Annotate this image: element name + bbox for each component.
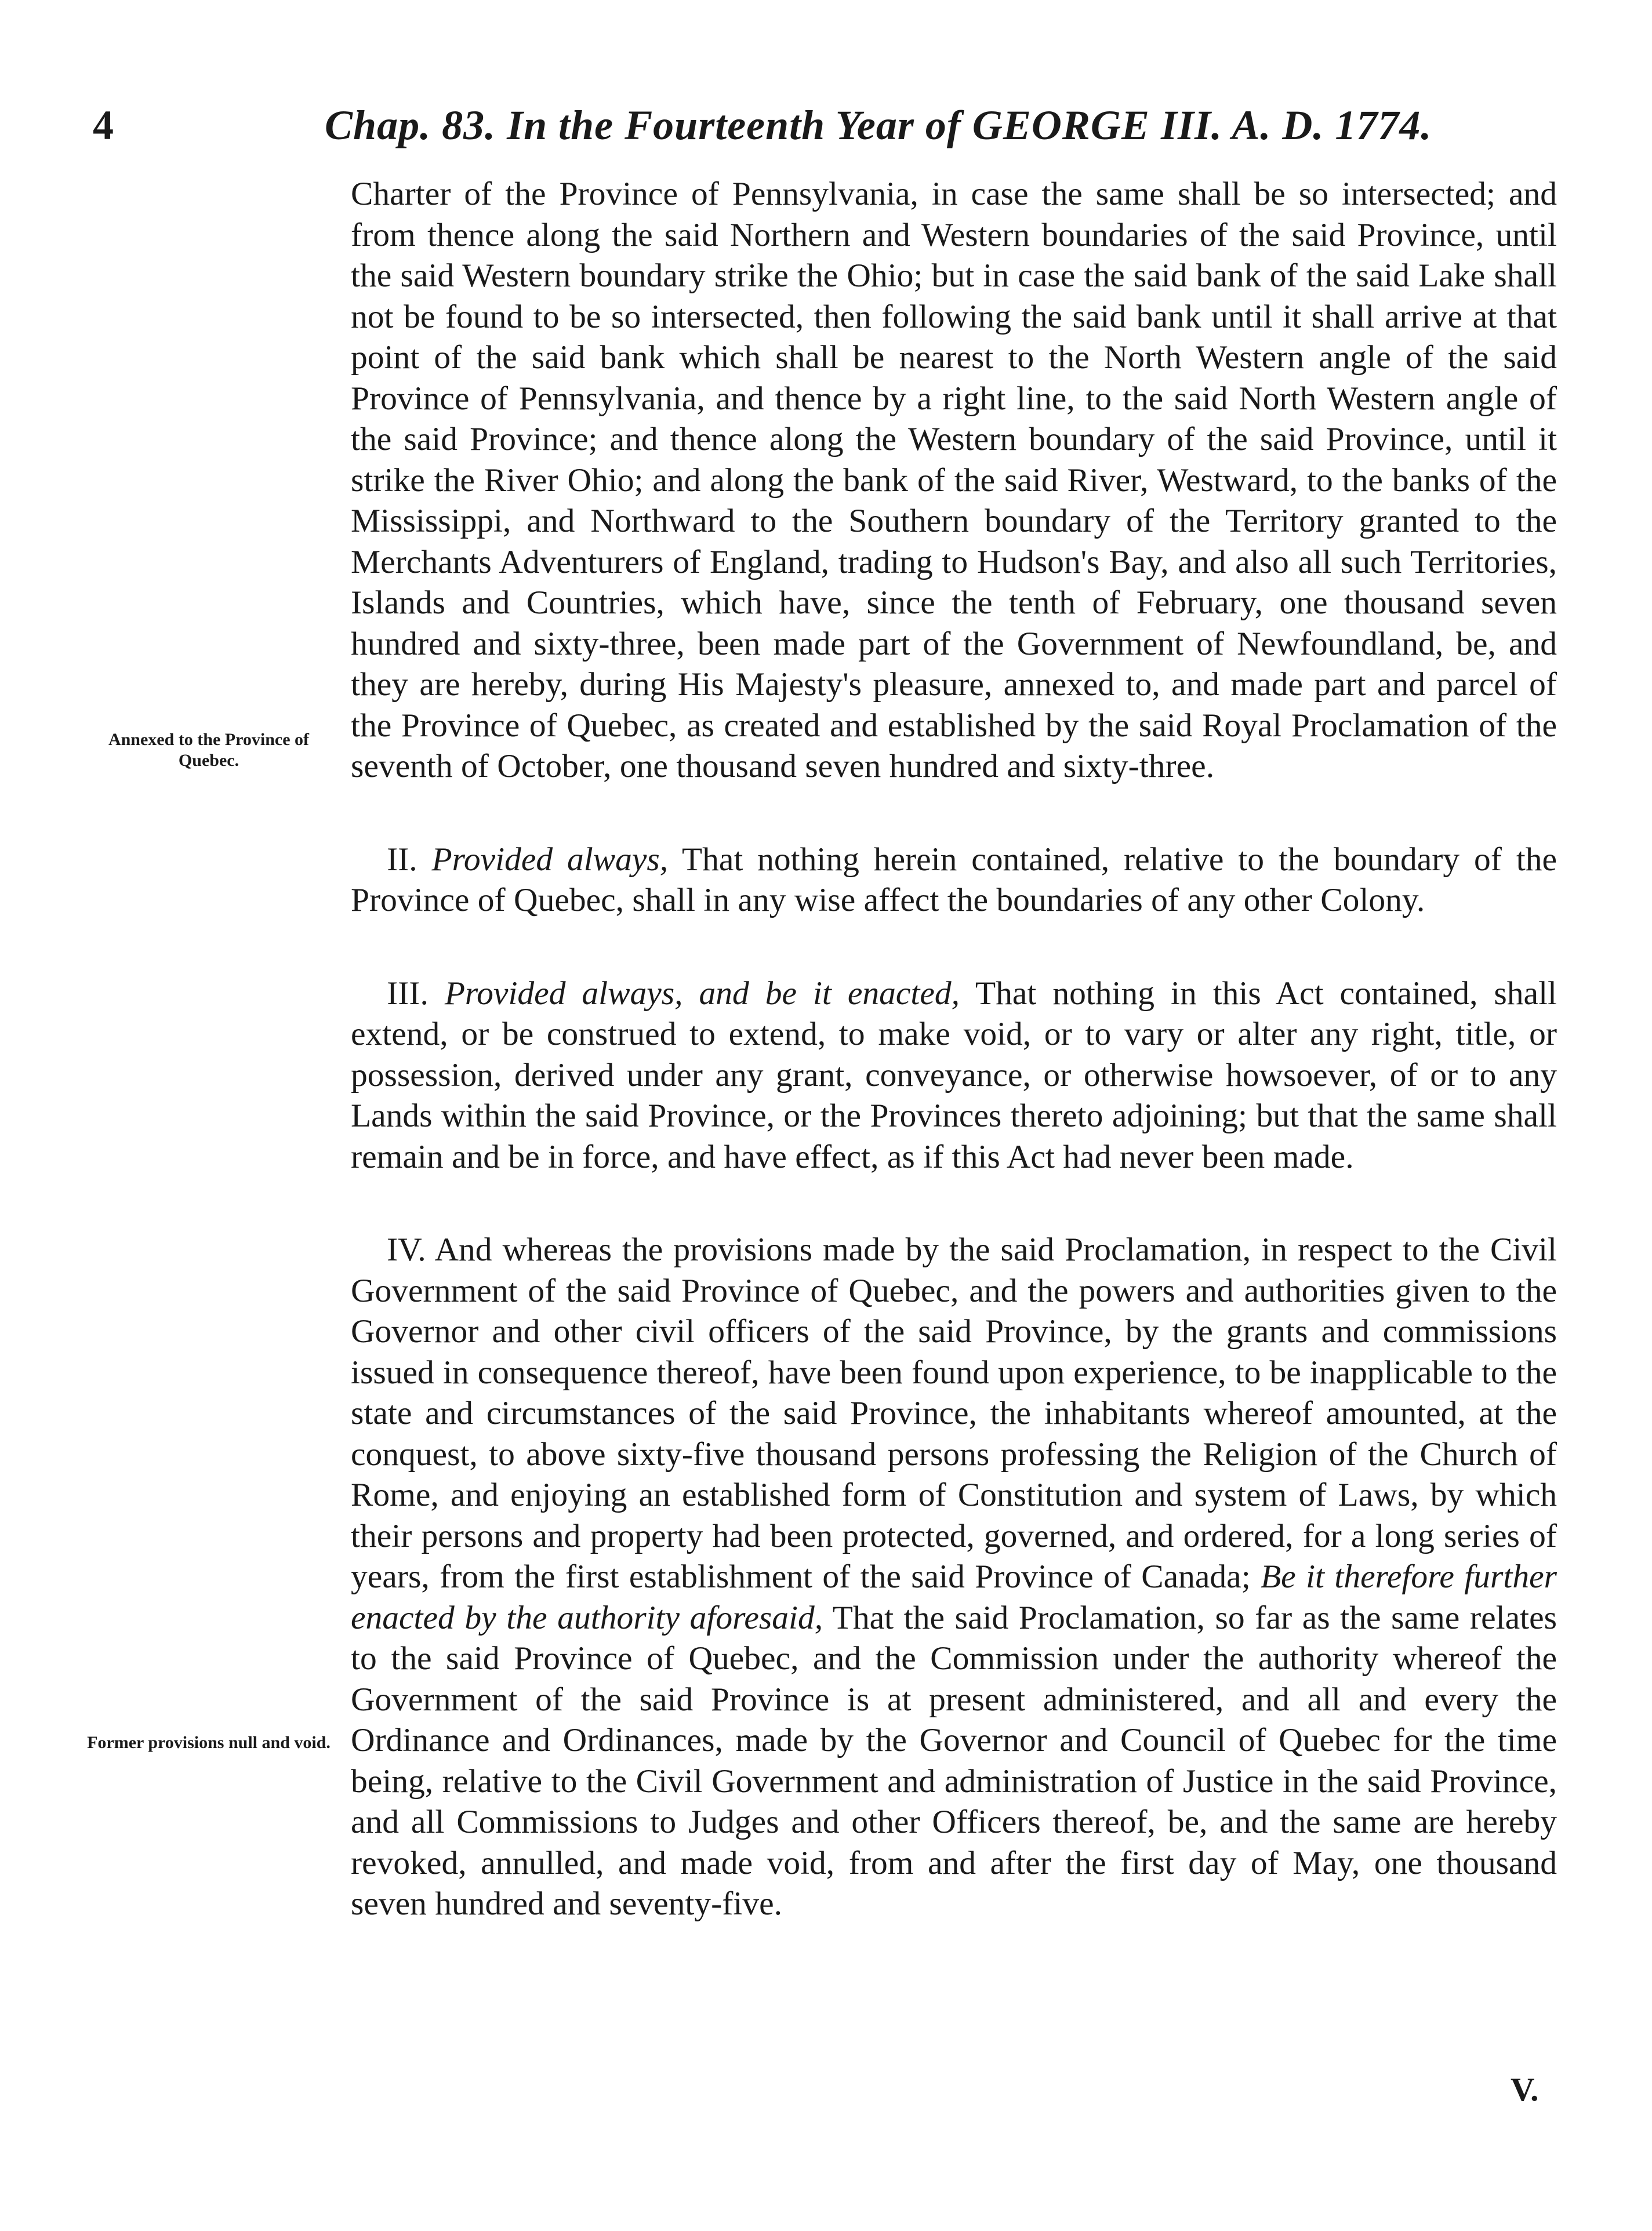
- paragraph-text: That nothing herein contained, relative to the boundary of the Province of Quebec, shall in any wise affect the boundaries of any other Colony.: [351, 841, 1557, 918]
- margin-note-annexed: Annexed to the Province of Quebec.: [108, 730, 310, 770]
- catchword: V.: [1511, 2072, 1539, 2108]
- running-head: Chap. 83. In the Fourteenth Year of GEORGE III. A. D. 1774.: [325, 102, 1432, 148]
- paragraph-section-2: [351, 840, 1557, 921]
- paragraph-section-4: [351, 1230, 1557, 1925]
- italic-phrase: Provided always, and be it enacted,: [444, 975, 960, 1012]
- page-header: [93, 101, 1577, 165]
- section-number: II.: [387, 841, 417, 878]
- paragraph-text: IV. And whereas the provisions made by the said Proclamation, in respect to the Civil Government of the said Province of Quebec, and the powers and authorities given to the Governor and other civil officers of the said Province, by the grants and commissions issued in consequence thereof, have been found upon experience, to be inapplicable to the state and circumstances of the said Province, the inhabitants whereof amounted, at the conquest, to above sixty-five thousand persons professing the Religion of the Church of Rome, and enjoying an established form of Constitution and system of Laws, by which their persons and property had been protected, governed, and ordered, for a long series of years, from the first establishment of the said Province of Canada;: [351, 1231, 1557, 1595]
- margin-note-former-provisions: Former provisions null and void.: [87, 1733, 331, 1752]
- italic-phrase: Provided always,: [431, 841, 669, 878]
- page-number: 4: [93, 102, 114, 148]
- paragraph-text: That the said Proclamation, so far as the same relates to the said Province of Quebec, and the Commission under the authority whereof the Government of the said Province is at present administered, and all and every the Ordinance and Ordinances, made by the Governor and Council of Quebec for the time being, relative to the Civil Government and administration of Justice in the said Province, and all Commissions to Judges and other Officers thereof, be, and the same are hereby revoked, annulled, and made void, from and after the first day of May, one thousand seven hundred and seventy-five.: [351, 1599, 1557, 1922]
- paragraph-section-3: [351, 973, 1557, 1178]
- paragraph-text: That nothing in this Act contained, shall extend, or be construed to extend, to make void, or to vary or alter any right, title, or possession, derived under any grant, conveyance, or otherwise howsoever, of or to any Lands within the said Province, or the Provinces thereto adjoining; but that the same shall remain and be in force, and have effect, as if this Act had never been made.: [351, 975, 1557, 1175]
- body-text: [351, 174, 1557, 1977]
- section-number: III.: [387, 975, 429, 1012]
- paragraph-continued: Charter of the Province of Pennsylvania, in case the same shall be so intersected; and from thence along the said Northern and Western boundaries of the said Province, until the said Western boundary strike the Ohio; but in case the said bank of the said Lake shall not be found to be so intersected, then following the said bank until it shall arrive at that point of the said bank which shall be nearest to the North Western angle of the said Province of Pennsylvania, and thence by a right line, to the said North Western angle of the said Province; and thence along the Western boundary of the said Province, until it strike the River Ohio; and along the bank of the said River, Westward, to the banks of the Mississippi, and Northward to the Southern boundary of the Territory granted to the Merchants Adventurers of England, trading to Hudson's Bay, and also all such Territories, Islands and Countries, which have, since the tenth of February, one thousand seven hundred and sixty-three, been made part of the Government of Newfoundland, be, and they are hereby, during His Majesty's pleasure, annexed to, and made part and parcel of the Province of Quebec, as created and established by the said Royal Proclamation of the seventh of October, one thousand seven hundred and sixty-three.: [351, 176, 1557, 784]
- italic-phrase: Be it therefore further enacted by the authority aforesaid,: [351, 1558, 1557, 1636]
